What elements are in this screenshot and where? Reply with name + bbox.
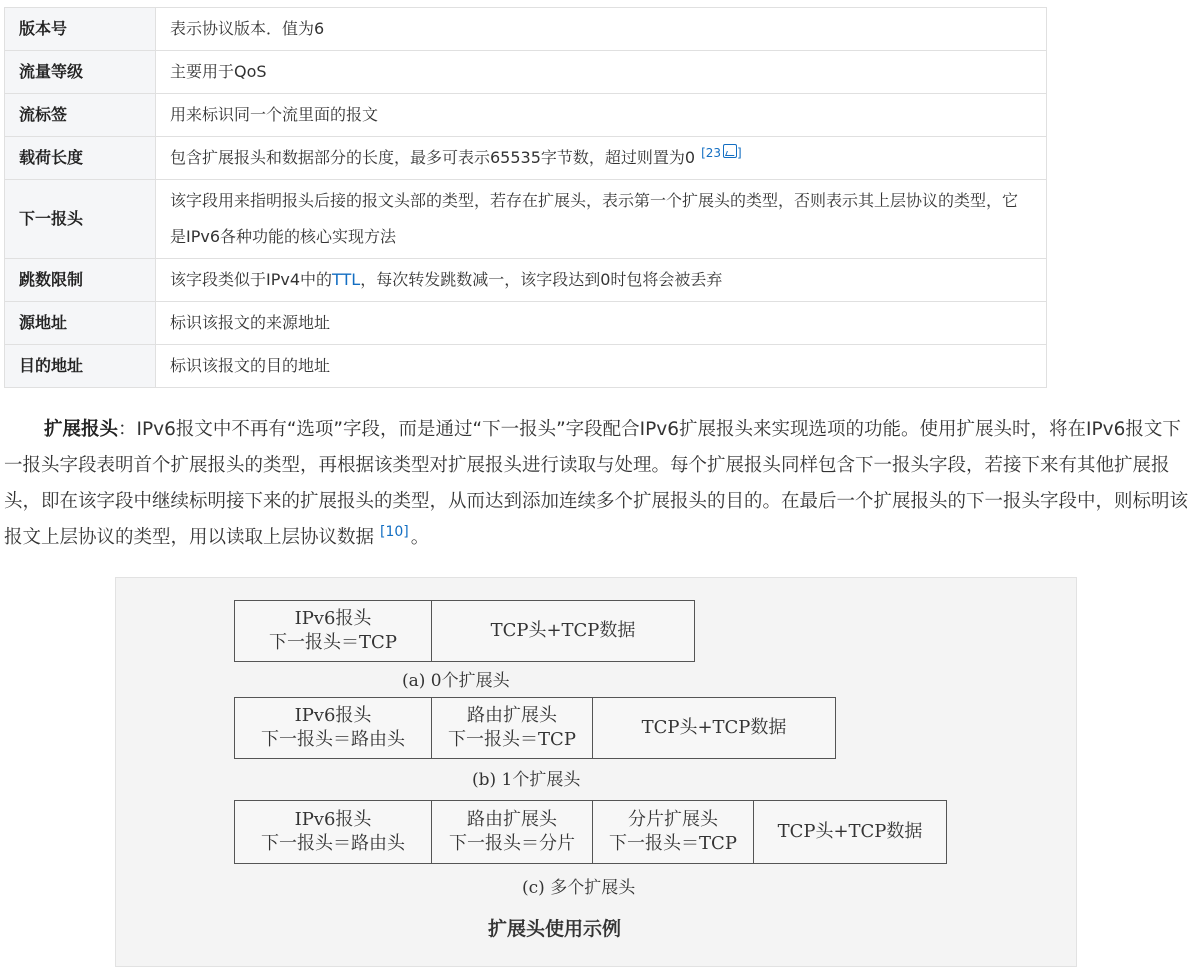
table-row: [5, 137, 1047, 180]
cell-line: 路由扩展头: [467, 809, 557, 830]
row-caption: (c) 多个扩展头: [522, 878, 636, 898]
reference-number: [23: [701, 145, 722, 160]
reference-link[interactable]: [701, 146, 742, 160]
field-description: 该字段用来指明报头后接的报文头部的类型，若存在扩展头，表示第一个扩展头的类型，否则表示其上层协议的类型，它是IPv6各种功能的核心实现方法: [156, 180, 1047, 259]
extension-header-figure[interactable]: [115, 577, 1077, 967]
tcp-data-cell: [593, 698, 835, 758]
field-description: 主要用于QoS: [156, 51, 1047, 94]
field-description: 表示协议版本．值为6: [156, 8, 1047, 51]
cell-line: 路由扩展头: [467, 705, 557, 726]
ipv6-header-fields-table: [4, 7, 1047, 388]
field-description: 标识该报文的目的地址: [156, 345, 1047, 388]
paragraph-body: ：IPv6报文中不再有“选项”字段，而是通过“下一报头”字段配合IPv6扩展报头来实现选项的功能。使用扩展头时，将在IPv6报文下一报头字段表明首个扩展报头的类型，再根据该类型对扩展报头进行读取与处理。每个扩展报头同样包含下一报头字段，若接下来有其他扩展报头，即在该字段中继续标明接下来的扩展报头的类型，从而达到添加连续多个扩展报头的目的。在最后一个扩展报头的下一报头字段中，则标明该报文上层协议的类型，用以读取上层协议数据: [4, 419, 1189, 548]
tcp-data-cell: [432, 601, 694, 661]
ipv6-header-cell: [235, 601, 432, 661]
diagram-row-b: [234, 697, 836, 759]
cell-line: 下一报头＝TCP: [269, 632, 397, 653]
paragraph-tail: 。: [410, 527, 430, 548]
field-description: 用来标识同一个流里面的报文: [156, 94, 1047, 137]
table-row: [5, 259, 1047, 302]
cell-line: TCP头+TCP数据: [490, 620, 636, 641]
image-icon[interactable]: [723, 144, 737, 158]
field-description: 标识该报文的来源地址: [156, 302, 1047, 345]
field-description: [156, 137, 1047, 180]
field-name: 源地址: [5, 302, 156, 345]
cell-line: 下一报头＝路由头: [261, 729, 405, 750]
table-row: [5, 345, 1047, 388]
table-row: [5, 94, 1047, 137]
row-caption: (a) 0个扩展头: [402, 671, 510, 691]
reference-link[interactable]: [10]: [380, 523, 409, 540]
diagram-row-c: [234, 800, 947, 864]
table-row: [5, 51, 1047, 94]
routing-header-cell: [432, 801, 593, 863]
table-row: [5, 302, 1047, 345]
reference-close: ]: [737, 145, 742, 160]
field-name: 跳数限制: [5, 259, 156, 302]
diagram-row-a: [234, 600, 695, 662]
tcp-data-cell: [754, 801, 946, 863]
field-name: 载荷长度: [5, 137, 156, 180]
paragraph-bold-term: 扩展报头: [44, 419, 119, 440]
field-description-text: ，每次转发跳数减一，该字段达到0时包将会被丢弃: [360, 270, 723, 289]
field-description-text: 包含扩展报头和数据部分的长度，最多可表示65535字节数，超过则置为0: [170, 148, 696, 167]
table-row: [5, 8, 1047, 51]
extension-header-paragraph: [4, 412, 1194, 556]
fragment-header-cell: [593, 801, 754, 863]
field-name: 版本号: [5, 8, 156, 51]
field-name: 目的地址: [5, 345, 156, 388]
cell-line: 分片扩展头: [628, 809, 718, 830]
cell-line: 下一报头＝TCP: [448, 729, 576, 750]
routing-header-cell: [432, 698, 593, 758]
cell-line: 下一报头＝路由头: [261, 833, 405, 854]
cell-line: IPv6报头: [294, 809, 372, 830]
cell-line: 下一报头＝TCP: [609, 833, 737, 854]
cell-line: IPv6报头: [294, 608, 372, 629]
field-description-text: 该字段类似于IPv4中的: [170, 270, 333, 289]
field-name: 下一报头: [5, 180, 156, 259]
field-description: [156, 259, 1047, 302]
cell-line: 下一报头＝分片: [449, 833, 575, 854]
field-name: 流标签: [5, 94, 156, 137]
figure-title: 扩展头使用示例: [488, 918, 622, 940]
cell-line: IPv6报头: [294, 705, 372, 726]
ipv6-header-cell: [235, 698, 432, 758]
table-row: [5, 180, 1047, 259]
ipv6-header-cell: [235, 801, 432, 863]
cell-line: TCP头+TCP数据: [641, 717, 787, 738]
row-caption: (b) 1个扩展头: [472, 770, 581, 790]
ttl-link[interactable]: TTL: [332, 270, 361, 289]
field-name: 流量等级: [5, 51, 156, 94]
cell-line: TCP头+TCP数据: [777, 821, 923, 842]
